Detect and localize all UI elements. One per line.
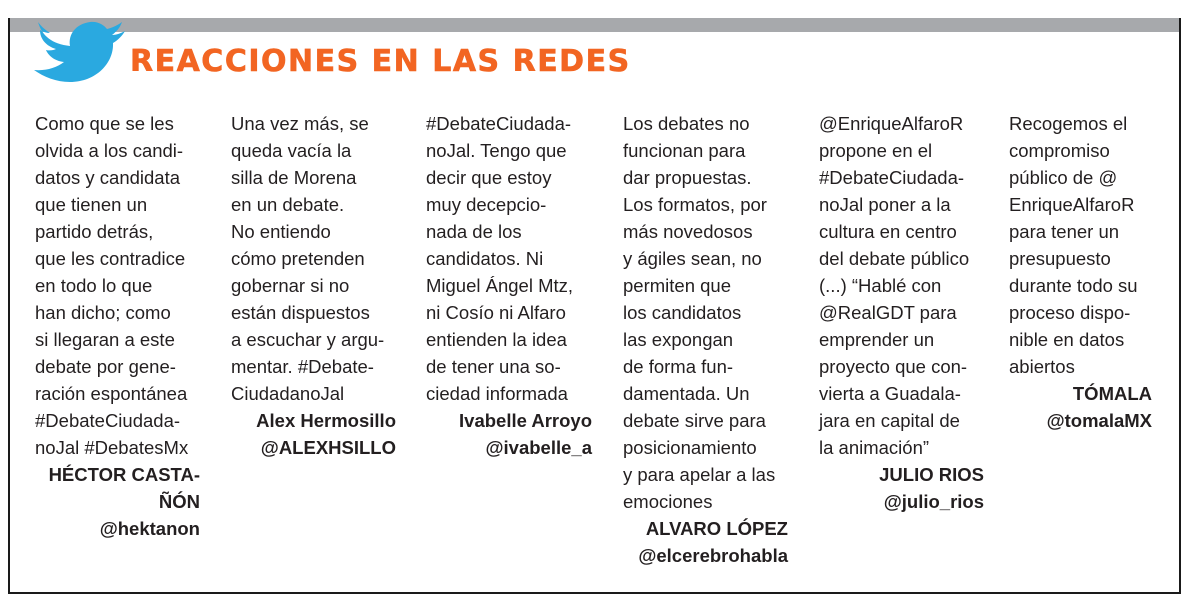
tweet-handle: @tomalaMX (1046, 410, 1152, 431)
page-title: REACCIONES EN LAS REDES (130, 44, 631, 79)
tweet-handle: @hektanon (99, 518, 200, 539)
tweet-column (623, 110, 788, 569)
tweet-author: TÓMALA (1072, 383, 1152, 404)
tweet-handle: @ivabelle_a (485, 437, 592, 458)
tweet-author: HÉCTOR CASTA- ÑÓN (48, 464, 200, 512)
tweet-text: Recogemos el compromiso público de @ EnriqueAlfaroR para tener un presupuesto durante todo su proceso dispo- nible en datos abiertos (1009, 113, 1138, 377)
tweet-column (426, 110, 592, 461)
tweet-text: Como que se les olvida a los candi- datos y candidata que tienen un partido detrás, que les contradice en todo lo que han dicho; como si llegaran a este debate por gene- ración espontánea #DebateCiudada- noJal #DebatesMx (35, 113, 189, 458)
tweet-handle: @elcerebrohabla (638, 545, 788, 566)
tweet-handle: @ALEXHSILLO (260, 437, 396, 458)
tweet-text: #DebateCiudada- noJal. Tengo que decir que estoy muy decepcio- nada de los candidatos. Ni Miguel Ángel Mtz, ni Cosío ni Alfaro entienden la idea de tener una so- ciedad informada (426, 113, 574, 404)
tweet-column (1009, 110, 1152, 434)
tweet-author: Ivabelle Arroyo (459, 410, 592, 431)
tweet-column (819, 110, 984, 515)
twitter-bird-icon (30, 8, 126, 84)
tweet-text: @EnriqueAlfaroR propone en el #DebateCiudada- noJal poner a la cultura en centro del debate público (...) “Hablé con @RealGDT para emprender un proyecto que con- vierta a Guadala- jara en capital de la animación” (819, 113, 970, 458)
tweet-author: JULIO RIOS (879, 464, 984, 485)
tweet-text: Los debates no funcionan para dar propuestas. Los formatos, por más novedosos y ágiles sean, no permiten que los candidatos las expongan de forma fun- damentada. Un debate sirve para posicionamiento y para apelar a las emociones (623, 113, 776, 512)
tweet-handle: @julio_rios (883, 491, 984, 512)
tweet-column (231, 110, 396, 461)
tweet-author: Alex Hermosillo (256, 410, 396, 431)
tweet-column (35, 110, 200, 542)
tweet-author: ALVARO LÓPEZ (645, 518, 788, 539)
tweet-text: Una vez más, se queda vacía la silla de Morena en un debate. No entiendo cómo pretenden gobernar si no están dispuestos a escuchar y argu- mentar. #Debate- CiudadanoJal (231, 113, 385, 404)
